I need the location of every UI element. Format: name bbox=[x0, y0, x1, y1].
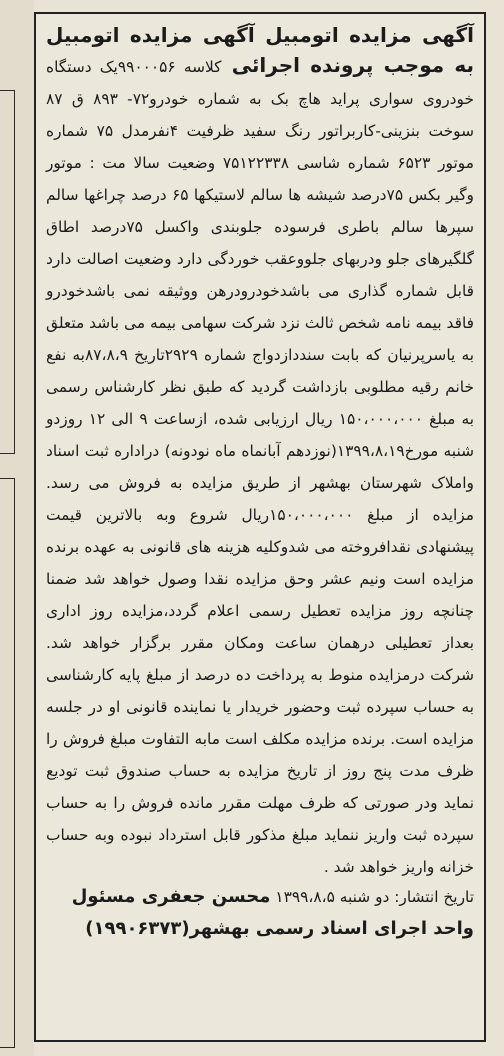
adjacent-ad-border-bottom bbox=[0, 478, 15, 1048]
auction-notice bbox=[34, 12, 486, 1042]
notice-title-text: آگهی مزایده اتومبیل آگهی مزایده اتومبیل به موجب پرونده اجرائی bbox=[46, 23, 474, 77]
signatory-name: محسن جعفری مسئول bbox=[71, 886, 271, 907]
left-margin-strip bbox=[0, 0, 34, 1056]
adjacent-ad-border-top bbox=[0, 90, 15, 454]
issuing-office: واحد اجرای اسناد رسمی بهشهر(۱۹۹۰۶۳۷۳) bbox=[85, 917, 474, 939]
notice-footer bbox=[46, 882, 474, 913]
publish-date: تاریخ انتشار: دو شنبه ۱۳۹۹،۸،۵ bbox=[275, 888, 474, 906]
notice-title bbox=[46, 20, 474, 882]
notice-body: کلاسه ۹۹۰۰۰۵۶یک دستگاه خودروی سواری پراید هاچ بک به شماره خودرو۷۲- ۸۹۳ ق ۸۷ سوخت بنزینی-کاربراتور رنگ سفید ظرفیت ۴نفرمدل ۷۵ شماره موتور ۶۵۲۳ شماره شاسی ۷۵۱۲۲۳۳۸ وضعیت سالا مت : موتور وگیر بکس ۷۵درصد شیشه ها سالم لاستیکها ۶۵ درصد چراغها سالم سپرها سالم باطری فرسوده جلوبندی واکسل ۷۵درصد اطاق گلگیرهای جلو ودربهای جلووعقب خوردگی دارد وضعیت اصالت دارد قابل شماره گذاری می باشدخودرودرهن ووثیقه نمی باشدخودرو فاقد بیمه نامه شخص ثالث نزد شرکت سهامی بیمه می باشد متعلق به یاسرپرنیان که بابت سنددازدواج شماره ۲۹۲۹تاریخ ۸۷،۸،۹به نفع خانم رقیه مطلوبی بازداشت گردید که طبق نظر کارشناس رسمی به مبلغ ۱۵۰،۰۰۰،۰۰۰ ریال ارزیابی شده، ازساعت ۹ الی ۱۲ روزدو شنبه مورخ۱۳۹۹،۸،۱۹(نوزدهم آبانماه ماه نودونه) دراداره ثبت اسناد واملاک شهرستان بهشهر از طریق مزایده به فروش می رسد. مزایده از مبلغ ۱۵۰،۰۰۰،۰۰۰ریال شروع وبه بالاترین قیمت پیشنهادی نقدافروخته می شدوکلیه هزینه های قانونی به عهده برنده مزایده است ونیم عشر وحق مزایده نقدا وصول خواهد شد ضمنا چنانچه روز مزایده تعطیل رسمی اعلام گردد،مزایده روز اداری بعداز تعطیلی درهمان ساعت ومکان مقرر برگزار خواهد شد. شرکت درمزایده منوط به پرداخت ده درصد از مبلغ پایه کارشناسی به حساب سپرده ثبت وحضور خریدار یا نماینده قانونی او در جلسه مزایده است. برنده مزایده مکلف است مابه التفاوت مبلغ فروش را ظرف مدت پنج روز از تاریخ مزایده به حساب صندوق ثبت تودیع نماید ودر صورتی که ظرف مهلت مقرر مانده فروش را به حساب سپرده ثبت واریز ننماید مبلغ مذکور قابل استرداد نبوده وبه حساب خزانه واریز خواهد شد . bbox=[46, 58, 475, 876]
